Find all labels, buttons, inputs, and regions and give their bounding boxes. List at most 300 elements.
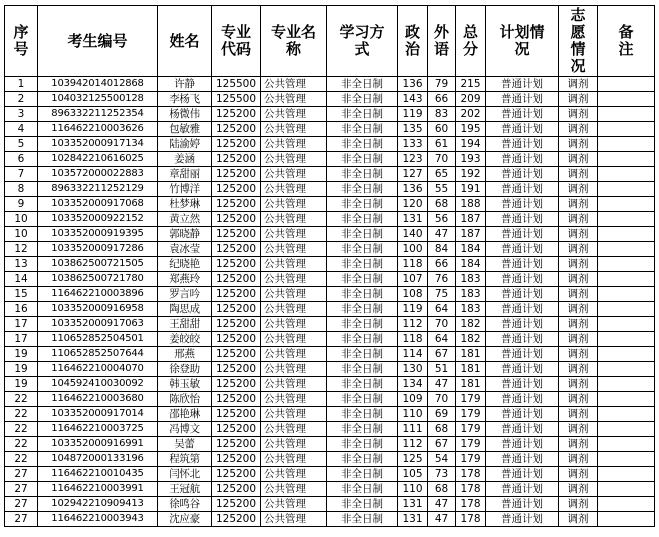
cell-exam-id: 103572000022883 (38, 167, 158, 182)
cell-wish: 调剂 (559, 422, 598, 437)
cell-plan: 普通计划 (486, 452, 559, 467)
cell-seq: 22 (5, 422, 38, 437)
cell-exam-id: 104592410030092 (38, 377, 158, 392)
cell-remark (598, 227, 655, 242)
cell-plan: 普通计划 (486, 212, 559, 227)
cell-major-code: 125200 (212, 437, 261, 452)
cell-major-name: 公共管理 (261, 302, 327, 317)
cell-plan: 普通计划 (486, 77, 559, 92)
cell-foreign-lang: 54 (428, 452, 456, 467)
cell-plan: 普通计划 (486, 422, 559, 437)
cell-plan: 普通计划 (486, 302, 559, 317)
cell-plan: 普通计划 (486, 197, 559, 212)
column-header-wish: 志 愿 情 况 (559, 6, 598, 77)
cell-major-name: 公共管理 (261, 332, 327, 347)
cell-remark (598, 197, 655, 212)
cell-exam-id: 103352000917134 (38, 137, 158, 152)
cell-wish: 调剂 (559, 452, 598, 467)
cell-seq: 1 (5, 77, 38, 92)
cell-exam-id: 116462210003680 (38, 392, 158, 407)
cell-plan: 普通计划 (486, 482, 559, 497)
cell-major-code: 125200 (212, 362, 261, 377)
cell-seq: 15 (5, 287, 38, 302)
cell-wish: 调剂 (559, 257, 598, 272)
cell-major-name: 公共管理 (261, 77, 327, 92)
cell-wish: 调剂 (559, 317, 598, 332)
cell-wish: 调剂 (559, 362, 598, 377)
cell-politics: 112 (398, 437, 428, 452)
cell-exam-id: 103862500721505 (38, 257, 158, 272)
cell-seq: 10 (5, 212, 38, 227)
cell-major-code: 125200 (212, 227, 261, 242)
cell-politics: 111 (398, 422, 428, 437)
table-row (5, 497, 655, 512)
cell-major-name: 公共管理 (261, 422, 327, 437)
cell-plan: 普通计划 (486, 227, 559, 242)
cell-exam-id: 103942014012868 (38, 77, 158, 92)
cell-remark (598, 242, 655, 257)
cell-exam-id: 116462210003896 (38, 287, 158, 302)
table-row (5, 242, 655, 257)
cell-seq: 7 (5, 167, 38, 182)
cell-plan: 普通计划 (486, 137, 559, 152)
cell-major-name: 公共管理 (261, 122, 327, 137)
cell-seq: 27 (5, 497, 38, 512)
cell-total: 187 (456, 227, 486, 242)
cell-name: 徐鸣谷 (158, 497, 212, 512)
cell-wish: 调剂 (559, 407, 598, 422)
table-row (5, 122, 655, 137)
cell-remark (598, 212, 655, 227)
cell-total: 183 (456, 272, 486, 287)
cell-foreign-lang: 67 (428, 347, 456, 362)
cell-name: 韩玉敏 (158, 377, 212, 392)
table-row (5, 77, 655, 92)
cell-seq: 22 (5, 407, 38, 422)
cell-name: 闫怀北 (158, 467, 212, 482)
cell-wish: 调剂 (559, 482, 598, 497)
cell-politics: 134 (398, 377, 428, 392)
cell-politics: 136 (398, 182, 428, 197)
cell-plan: 普通计划 (486, 272, 559, 287)
cell-wish: 调剂 (559, 497, 598, 512)
cell-major-name: 公共管理 (261, 182, 327, 197)
cell-wish: 调剂 (559, 392, 598, 407)
cell-politics: 143 (398, 92, 428, 107)
cell-plan: 普通计划 (486, 467, 559, 482)
cell-seq: 19 (5, 377, 38, 392)
column-header-plan: 计划情 况 (486, 6, 559, 77)
cell-politics: 123 (398, 152, 428, 167)
cell-remark (598, 122, 655, 137)
cell-wish: 调剂 (559, 152, 598, 167)
cell-politics: 130 (398, 362, 428, 377)
cell-major-code: 125200 (212, 317, 261, 332)
cell-exam-id: 896332211252129 (38, 182, 158, 197)
cell-name: 黄立然 (158, 212, 212, 227)
cell-major-name: 公共管理 (261, 92, 327, 107)
cell-seq: 10 (5, 227, 38, 242)
cell-study-mode: 非全日制 (327, 317, 398, 332)
cell-major-code: 125200 (212, 272, 261, 287)
cell-name: 程筑第 (158, 452, 212, 467)
cell-exam-id: 896332211252354 (38, 107, 158, 122)
cell-study-mode: 非全日制 (327, 302, 398, 317)
cell-name: 陈欣怡 (158, 392, 212, 407)
cell-total: 179 (456, 392, 486, 407)
cell-study-mode: 非全日制 (327, 107, 398, 122)
cell-exam-id: 110652852504501 (38, 332, 158, 347)
cell-seq: 27 (5, 482, 38, 497)
cell-major-code: 125200 (212, 122, 261, 137)
cell-seq: 22 (5, 437, 38, 452)
cell-name: 邢燕 (158, 347, 212, 362)
cell-remark (598, 77, 655, 92)
cell-foreign-lang: 61 (428, 137, 456, 152)
cell-major-code: 125200 (212, 497, 261, 512)
table-row (5, 482, 655, 497)
table-row (5, 107, 655, 122)
cell-study-mode: 非全日制 (327, 437, 398, 452)
cell-exam-id: 116462210003943 (38, 512, 158, 527)
cell-politics: 140 (398, 227, 428, 242)
cell-name: 李杨飞 (158, 92, 212, 107)
column-header-name: 姓名 (158, 6, 212, 77)
table-row (5, 317, 655, 332)
cell-major-code: 125200 (212, 482, 261, 497)
cell-remark (598, 182, 655, 197)
cell-politics: 118 (398, 332, 428, 347)
cell-seq: 19 (5, 362, 38, 377)
cell-wish: 调剂 (559, 197, 598, 212)
cell-major-code: 125200 (212, 107, 261, 122)
cell-wish: 调剂 (559, 347, 598, 362)
cell-exam-id: 103352000916958 (38, 302, 158, 317)
cell-foreign-lang: 70 (428, 392, 456, 407)
cell-exam-id: 103352000917063 (38, 317, 158, 332)
table-row (5, 212, 655, 227)
cell-seq: 3 (5, 107, 38, 122)
cell-major-code: 125200 (212, 302, 261, 317)
cell-name: 陆渝婷 (158, 137, 212, 152)
table-row (5, 152, 655, 167)
cell-remark (598, 407, 655, 422)
cell-politics: 114 (398, 347, 428, 362)
cell-name: 冯博文 (158, 422, 212, 437)
cell-name: 杜梦琳 (158, 197, 212, 212)
column-header-total: 总 分 (456, 6, 486, 77)
cell-foreign-lang: 55 (428, 182, 456, 197)
cell-study-mode: 非全日制 (327, 227, 398, 242)
cell-plan: 普通计划 (486, 362, 559, 377)
cell-plan: 普通计划 (486, 347, 559, 362)
cell-plan: 普通计划 (486, 257, 559, 272)
cell-politics: 133 (398, 137, 428, 152)
cell-seq: 17 (5, 317, 38, 332)
cell-foreign-lang: 60 (428, 122, 456, 137)
cell-major-code: 125200 (212, 332, 261, 347)
cell-foreign-lang: 67 (428, 437, 456, 452)
cell-exam-id: 103352000917068 (38, 197, 158, 212)
cell-major-name: 公共管理 (261, 467, 327, 482)
cell-total: 181 (456, 362, 486, 377)
cell-total: 182 (456, 317, 486, 332)
cell-total: 181 (456, 347, 486, 362)
cell-major-name: 公共管理 (261, 242, 327, 257)
table-row (5, 302, 655, 317)
cell-exam-id: 103352000916991 (38, 437, 158, 452)
cell-name: 郭晓静 (158, 227, 212, 242)
cell-major-name: 公共管理 (261, 152, 327, 167)
cell-plan: 普通计划 (486, 377, 559, 392)
cell-remark (598, 392, 655, 407)
cell-major-code: 125200 (212, 452, 261, 467)
cell-name: 郑燕玲 (158, 272, 212, 287)
cell-name: 竹博洋 (158, 182, 212, 197)
cell-plan: 普通计划 (486, 152, 559, 167)
cell-major-name: 公共管理 (261, 167, 327, 182)
cell-plan: 普通计划 (486, 317, 559, 332)
cell-total: 178 (456, 497, 486, 512)
table-body (5, 77, 655, 527)
cell-politics: 119 (398, 302, 428, 317)
cell-major-name: 公共管理 (261, 437, 327, 452)
cell-exam-id: 103862500721780 (38, 272, 158, 287)
cell-major-code: 125500 (212, 77, 261, 92)
cell-foreign-lang: 68 (428, 197, 456, 212)
cell-wish: 调剂 (559, 437, 598, 452)
cell-foreign-lang: 69 (428, 407, 456, 422)
cell-total: 191 (456, 182, 486, 197)
cell-foreign-lang: 51 (428, 362, 456, 377)
cell-politics: 118 (398, 257, 428, 272)
cell-plan: 普通计划 (486, 437, 559, 452)
cell-wish: 调剂 (559, 512, 598, 527)
cell-exam-id: 116462210003626 (38, 122, 158, 137)
cell-major-name: 公共管理 (261, 407, 327, 422)
cell-major-code: 125200 (212, 377, 261, 392)
table-row (5, 272, 655, 287)
cell-name: 杨微伟 (158, 107, 212, 122)
cell-remark (598, 377, 655, 392)
cell-major-code: 125200 (212, 422, 261, 437)
cell-total: 184 (456, 257, 486, 272)
cell-major-name: 公共管理 (261, 272, 327, 287)
cell-politics: 120 (398, 197, 428, 212)
cell-major-name: 公共管理 (261, 212, 327, 227)
cell-total: 195 (456, 122, 486, 137)
cell-major-code: 125200 (212, 197, 261, 212)
cell-exam-id: 103352000919395 (38, 227, 158, 242)
cell-major-name: 公共管理 (261, 452, 327, 467)
cell-politics: 105 (398, 467, 428, 482)
cell-exam-id: 110652852507644 (38, 347, 158, 362)
cell-name: 姜皎皎 (158, 332, 212, 347)
cell-remark (598, 137, 655, 152)
cell-total: 202 (456, 107, 486, 122)
table-row (5, 512, 655, 527)
cell-seq: 4 (5, 122, 38, 137)
cell-politics: 125 (398, 452, 428, 467)
cell-major-name: 公共管理 (261, 137, 327, 152)
cell-wish: 调剂 (559, 77, 598, 92)
table-row (5, 422, 655, 437)
cell-study-mode: 非全日制 (327, 212, 398, 227)
cell-remark (598, 317, 655, 332)
cell-exam-id: 116462210003991 (38, 482, 158, 497)
cell-study-mode: 非全日制 (327, 122, 398, 137)
cell-remark (598, 482, 655, 497)
cell-major-code: 125200 (212, 167, 261, 182)
cell-seq: 6 (5, 152, 38, 167)
cell-major-name: 公共管理 (261, 317, 327, 332)
table-row (5, 332, 655, 347)
cell-politics: 136 (398, 77, 428, 92)
cell-politics: 131 (398, 212, 428, 227)
cell-foreign-lang: 47 (428, 377, 456, 392)
cell-study-mode: 非全日制 (327, 392, 398, 407)
cell-plan: 普通计划 (486, 497, 559, 512)
cell-name: 袁冰莹 (158, 242, 212, 257)
cell-politics: 110 (398, 482, 428, 497)
cell-seq: 27 (5, 512, 38, 527)
cell-study-mode: 非全日制 (327, 137, 398, 152)
cell-foreign-lang: 84 (428, 242, 456, 257)
cell-major-code: 125200 (212, 257, 261, 272)
cell-major-code: 125200 (212, 182, 261, 197)
cell-politics: 100 (398, 242, 428, 257)
cell-study-mode: 非全日制 (327, 167, 398, 182)
cell-total: 183 (456, 302, 486, 317)
cell-remark (598, 152, 655, 167)
cell-exam-id: 102942210909413 (38, 497, 158, 512)
cell-major-code: 125200 (212, 407, 261, 422)
cell-study-mode: 非全日制 (327, 197, 398, 212)
cell-exam-id: 104872000133196 (38, 452, 158, 467)
cell-major-name: 公共管理 (261, 287, 327, 302)
cell-seq: 14 (5, 272, 38, 287)
column-header-major-code: 专业 代码 (212, 6, 261, 77)
cell-study-mode: 非全日制 (327, 467, 398, 482)
cell-major-name: 公共管理 (261, 197, 327, 212)
cell-total: 179 (456, 422, 486, 437)
header-row (5, 6, 655, 77)
cell-exam-id: 116462210003725 (38, 422, 158, 437)
cell-exam-id: 116462210010435 (38, 467, 158, 482)
table-row (5, 92, 655, 107)
table-header (5, 6, 655, 77)
cell-major-name: 公共管理 (261, 257, 327, 272)
cell-politics: 131 (398, 512, 428, 527)
cell-total: 187 (456, 212, 486, 227)
column-header-remark: 备 注 (598, 6, 655, 77)
cell-study-mode: 非全日制 (327, 257, 398, 272)
cell-seq: 19 (5, 347, 38, 362)
cell-seq: 5 (5, 137, 38, 152)
admission-table (4, 5, 655, 527)
table-row (5, 467, 655, 482)
cell-seq: 13 (5, 257, 38, 272)
cell-plan: 普通计划 (486, 407, 559, 422)
cell-plan: 普通计划 (486, 122, 559, 137)
column-header-seq: 序 号 (5, 6, 38, 77)
cell-name: 纪晓艳 (158, 257, 212, 272)
cell-major-code: 125200 (212, 242, 261, 257)
cell-total: 193 (456, 152, 486, 167)
cell-remark (598, 287, 655, 302)
cell-study-mode: 非全日制 (327, 497, 398, 512)
cell-study-mode: 非全日制 (327, 482, 398, 497)
cell-total: 184 (456, 242, 486, 257)
table-row (5, 197, 655, 212)
cell-plan: 普通计划 (486, 107, 559, 122)
cell-name: 王甜甜 (158, 317, 212, 332)
cell-name: 吴蕾 (158, 437, 212, 452)
cell-seq: 17 (5, 332, 38, 347)
cell-study-mode: 非全日制 (327, 362, 398, 377)
cell-major-code: 125200 (212, 152, 261, 167)
cell-remark (598, 257, 655, 272)
cell-major-name: 公共管理 (261, 107, 327, 122)
cell-remark (598, 107, 655, 122)
cell-major-name: 公共管理 (261, 497, 327, 512)
cell-name: 王冠航 (158, 482, 212, 497)
cell-study-mode: 非全日制 (327, 77, 398, 92)
cell-exam-id: 102842210616025 (38, 152, 158, 167)
cell-foreign-lang: 65 (428, 167, 456, 182)
cell-plan: 普通计划 (486, 167, 559, 182)
table-row (5, 392, 655, 407)
cell-politics: 108 (398, 287, 428, 302)
cell-remark (598, 272, 655, 287)
cell-major-code: 125200 (212, 212, 261, 227)
column-header-study-mode: 学习方 式 (327, 6, 398, 77)
cell-remark (598, 167, 655, 182)
cell-major-name: 公共管理 (261, 362, 327, 377)
cell-wish: 调剂 (559, 242, 598, 257)
cell-total: 179 (456, 452, 486, 467)
cell-plan: 普通计划 (486, 92, 559, 107)
cell-remark (598, 422, 655, 437)
cell-foreign-lang: 79 (428, 77, 456, 92)
cell-name: 许静 (158, 77, 212, 92)
cell-foreign-lang: 47 (428, 227, 456, 242)
cell-foreign-lang: 70 (428, 317, 456, 332)
cell-foreign-lang: 70 (428, 152, 456, 167)
cell-major-name: 公共管理 (261, 227, 327, 242)
column-header-politics: 政 治 (398, 6, 428, 77)
cell-seq: 2 (5, 92, 38, 107)
cell-major-code: 125200 (212, 512, 261, 527)
cell-seq: 8 (5, 182, 38, 197)
cell-plan: 普通计划 (486, 287, 559, 302)
cell-study-mode: 非全日制 (327, 452, 398, 467)
cell-study-mode: 非全日制 (327, 287, 398, 302)
cell-plan: 普通计划 (486, 332, 559, 347)
cell-total: 188 (456, 197, 486, 212)
cell-remark (598, 467, 655, 482)
cell-study-mode: 非全日制 (327, 272, 398, 287)
cell-seq: 22 (5, 452, 38, 467)
cell-politics: 135 (398, 122, 428, 137)
cell-name: 罗言吟 (158, 287, 212, 302)
cell-total: 178 (456, 512, 486, 527)
cell-seq: 27 (5, 467, 38, 482)
table-row (5, 167, 655, 182)
cell-study-mode: 非全日制 (327, 407, 398, 422)
cell-wish: 调剂 (559, 167, 598, 182)
cell-foreign-lang: 66 (428, 257, 456, 272)
